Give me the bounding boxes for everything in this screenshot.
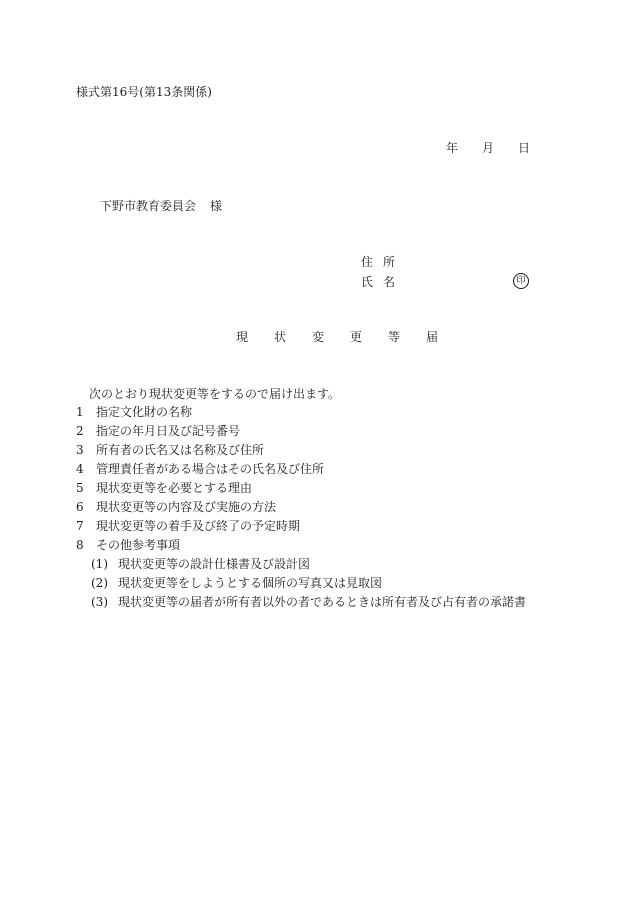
item-text: 所有者の氏名又は名称及び住所: [96, 443, 265, 457]
list-item: [76, 518, 324, 537]
list-item: [76, 499, 324, 518]
date-month: 月: [482, 141, 495, 155]
list-item: [76, 404, 324, 423]
item-text: その他参考事項: [96, 538, 181, 552]
subitem-number: (1): [91, 557, 108, 571]
list-item: [76, 461, 324, 480]
name-label: 氏名: [361, 275, 406, 289]
list-item: [76, 480, 324, 499]
item-number: 3: [76, 443, 84, 457]
seal-mark: 印: [513, 273, 529, 289]
date-line: [446, 140, 530, 156]
list-item: [76, 423, 324, 442]
item-text: 指定の年月日及び記号番号: [96, 424, 241, 438]
item-text: 現状変更等の内容及び実施の方法: [96, 500, 277, 514]
addressee: [100, 198, 222, 214]
date-year: 年: [446, 141, 459, 155]
list-item: [76, 442, 324, 461]
address-label: 住所: [361, 255, 406, 269]
item-text: 指定文化財の名称: [96, 405, 193, 419]
item-list: [76, 404, 324, 556]
item-number: 5: [76, 481, 84, 495]
item-number: 4: [76, 462, 84, 476]
subitem-number: (2): [91, 576, 108, 590]
item-number: 8: [76, 538, 84, 552]
sub-list-item: [91, 575, 526, 594]
item-number: 2: [76, 424, 84, 438]
item-text: 現状変更等を必要とする理由: [96, 481, 253, 495]
subitem-number: (3): [91, 595, 108, 609]
intro-text: 次のとおり現状変更等をするので届け出ます。: [89, 387, 341, 401]
sub-list-item: [91, 594, 526, 613]
date-day: 日: [518, 141, 531, 155]
addressee-honorific: 様: [210, 199, 223, 213]
subitem-text: 現状変更等をしようとする個所の写真又は見取図: [118, 576, 383, 590]
item-number: 7: [76, 519, 84, 533]
form-number: 様式第16号(第13条関係): [76, 85, 212, 99]
item-number: 1: [76, 405, 84, 419]
addressee-name: 下野市教育委員会: [100, 199, 197, 213]
subitem-text: 現状変更等の届者が所有者以外の者であるときは所有者及び占有者の承諾書: [118, 595, 527, 609]
document-title: 現状変更等届: [236, 330, 465, 344]
sub-list-item: [91, 556, 526, 575]
item-number: 6: [76, 500, 84, 514]
subitem-list: [91, 556, 526, 613]
subitem-text: 現状変更等の設計仕様書及び設計図: [118, 557, 311, 571]
list-item: [76, 537, 324, 556]
item-text: 管理責任者がある場合はその氏名及び住所: [96, 462, 325, 476]
item-text: 現状変更等の着手及び終了の予定時期: [96, 519, 301, 533]
